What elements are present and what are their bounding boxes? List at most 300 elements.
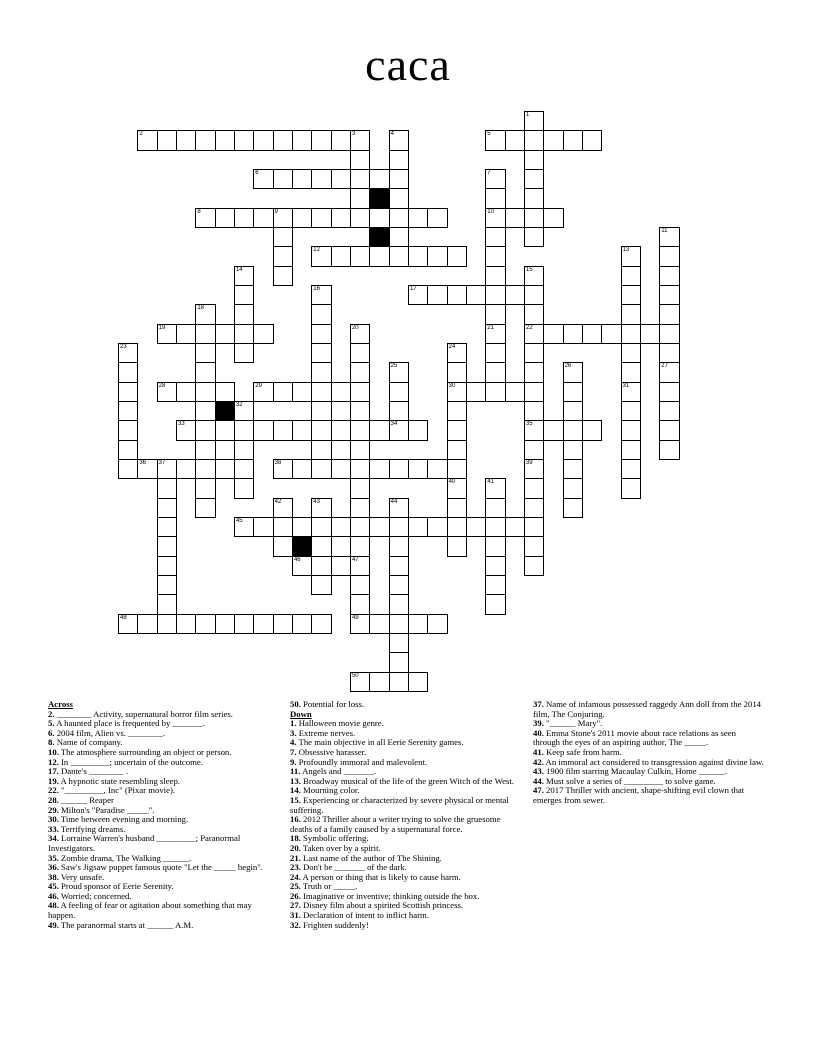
grid-cell[interactable] — [447, 517, 467, 537]
grid-cell[interactable] — [195, 459, 215, 479]
grid-cell[interactable] — [408, 246, 428, 266]
grid-cell[interactable] — [543, 324, 563, 344]
grid-cell[interactable] — [505, 208, 525, 228]
grid-cell[interactable] — [485, 517, 505, 537]
grid-cell[interactable] — [485, 208, 505, 228]
grid-cell[interactable] — [408, 672, 428, 692]
grid-cell[interactable] — [389, 594, 409, 614]
grid-cell[interactable] — [215, 420, 235, 440]
grid-cell[interactable] — [157, 130, 177, 150]
grid-cell[interactable] — [350, 614, 370, 634]
grid-cell[interactable] — [524, 227, 544, 247]
grid-cell[interactable] — [157, 478, 177, 498]
grid-cell[interactable] — [292, 382, 312, 402]
grid-cell[interactable] — [311, 517, 331, 537]
grid-cell[interactable] — [447, 401, 467, 421]
grid-cell[interactable] — [331, 208, 351, 228]
grid-cell[interactable] — [621, 324, 641, 344]
grid-cell[interactable] — [621, 440, 641, 460]
grid-cell[interactable] — [311, 130, 331, 150]
grid-cell[interactable] — [234, 130, 254, 150]
grid-cell[interactable] — [524, 130, 544, 150]
grid-cell[interactable] — [389, 246, 409, 266]
grid-cell[interactable] — [582, 324, 602, 344]
grid-cell[interactable] — [273, 246, 293, 266]
grid-cell[interactable] — [524, 440, 544, 460]
grid-cell[interactable] — [543, 420, 563, 440]
grid-cell[interactable] — [524, 266, 544, 286]
grid-cell[interactable] — [485, 594, 505, 614]
grid-cell[interactable] — [621, 459, 641, 479]
grid-cell[interactable] — [253, 324, 273, 344]
grid-cell[interactable] — [311, 304, 331, 324]
grid-cell[interactable] — [563, 459, 583, 479]
grid-cell[interactable] — [195, 614, 215, 634]
grid-cell[interactable] — [350, 478, 370, 498]
grid-cell[interactable] — [234, 208, 254, 228]
grid-cell[interactable] — [408, 208, 428, 228]
grid-cell[interactable] — [234, 304, 254, 324]
grid-cell[interactable] — [118, 382, 138, 402]
grid-cell[interactable] — [350, 536, 370, 556]
grid-cell[interactable] — [621, 478, 641, 498]
grid-cell[interactable] — [234, 401, 254, 421]
grid-cell[interactable] — [485, 575, 505, 595]
grid-cell[interactable] — [195, 208, 215, 228]
grid-cell[interactable] — [195, 498, 215, 518]
grid-cell[interactable] — [408, 285, 428, 305]
grid-cell[interactable] — [621, 362, 641, 382]
grid-cell[interactable] — [621, 401, 641, 421]
grid-cell[interactable] — [350, 246, 370, 266]
grid-cell[interactable] — [137, 614, 157, 634]
grid-cell[interactable] — [466, 517, 486, 537]
grid-cell[interactable] — [659, 401, 679, 421]
grid-cell[interactable] — [118, 440, 138, 460]
grid-cell[interactable] — [311, 169, 331, 189]
grid-cell[interactable] — [311, 362, 331, 382]
grid-cell[interactable] — [176, 324, 196, 344]
grid-cell[interactable] — [195, 304, 215, 324]
grid-cell[interactable] — [389, 188, 409, 208]
grid-cell[interactable] — [524, 324, 544, 344]
grid-cell[interactable] — [389, 517, 409, 537]
grid-cell[interactable] — [408, 614, 428, 634]
grid-cell[interactable] — [524, 111, 544, 131]
grid-cell[interactable] — [485, 304, 505, 324]
grid-cell[interactable] — [273, 459, 293, 479]
grid-cell[interactable] — [311, 556, 331, 576]
grid-cell[interactable] — [350, 362, 370, 382]
grid-cell[interactable] — [292, 459, 312, 479]
grid-cell[interactable] — [659, 343, 679, 363]
grid-cell[interactable] — [331, 556, 351, 576]
grid-cell[interactable] — [389, 382, 409, 402]
grid-cell[interactable] — [485, 536, 505, 556]
grid-cell[interactable] — [195, 343, 215, 363]
grid-cell[interactable] — [350, 672, 370, 692]
grid-cell[interactable] — [176, 130, 196, 150]
grid-cell[interactable] — [273, 420, 293, 440]
grid-cell[interactable] — [524, 343, 544, 363]
grid-cell[interactable] — [389, 362, 409, 382]
grid-cell[interactable] — [195, 362, 215, 382]
grid-cell[interactable] — [621, 285, 641, 305]
grid-cell[interactable] — [195, 420, 215, 440]
grid-cell[interactable] — [195, 130, 215, 150]
grid-cell[interactable] — [485, 498, 505, 518]
grid-cell[interactable] — [563, 362, 583, 382]
grid-cell[interactable] — [253, 614, 273, 634]
grid-cell[interactable] — [485, 246, 505, 266]
grid-cell[interactable] — [524, 382, 544, 402]
grid-cell[interactable] — [505, 382, 525, 402]
grid-cell[interactable] — [485, 227, 505, 247]
grid-cell[interactable] — [621, 246, 641, 266]
grid-cell[interactable] — [659, 227, 679, 247]
grid-cell[interactable] — [350, 188, 370, 208]
grid-cell[interactable] — [524, 420, 544, 440]
grid-cell[interactable] — [659, 304, 679, 324]
grid-cell[interactable] — [601, 324, 621, 344]
grid-cell[interactable] — [195, 401, 215, 421]
grid-cell[interactable] — [311, 614, 331, 634]
grid-cell[interactable] — [389, 498, 409, 518]
grid-cell[interactable] — [389, 227, 409, 247]
grid-cell[interactable] — [195, 382, 215, 402]
grid-cell[interactable] — [331, 130, 351, 150]
grid-cell[interactable] — [273, 536, 293, 556]
grid-cell[interactable] — [524, 362, 544, 382]
grid-cell[interactable] — [311, 343, 331, 363]
grid-cell[interactable] — [292, 208, 312, 228]
grid-cell[interactable] — [157, 517, 177, 537]
grid-cell[interactable] — [292, 420, 312, 440]
grid-cell[interactable] — [524, 498, 544, 518]
grid-cell[interactable] — [157, 498, 177, 518]
grid-cell[interactable] — [485, 382, 505, 402]
grid-cell[interactable] — [118, 614, 138, 634]
grid-cell[interactable] — [253, 517, 273, 537]
grid-cell[interactable] — [427, 614, 447, 634]
grid-cell[interactable] — [311, 420, 331, 440]
grid-cell[interactable] — [292, 556, 312, 576]
grid-cell[interactable] — [350, 169, 370, 189]
grid-cell[interactable] — [273, 266, 293, 286]
grid-cell[interactable] — [427, 208, 447, 228]
down-clue — [290, 815, 516, 834]
grid-cell[interactable] — [524, 285, 544, 305]
grid-cell[interactable] — [427, 517, 447, 537]
grid-cell[interactable] — [215, 382, 235, 402]
grid-cell[interactable] — [331, 246, 351, 266]
grid-cell[interactable] — [621, 304, 641, 324]
grid-cell[interactable] — [311, 285, 331, 305]
grid-cell[interactable] — [485, 169, 505, 189]
grid-cell[interactable] — [389, 208, 409, 228]
grid-cell[interactable] — [563, 324, 583, 344]
grid-cell[interactable] — [157, 594, 177, 614]
grid-cell[interactable] — [234, 266, 254, 286]
grid-cell[interactable] — [273, 382, 293, 402]
grid-cell[interactable] — [331, 459, 351, 479]
grid-cell[interactable] — [524, 401, 544, 421]
grid-cell[interactable] — [350, 324, 370, 344]
grid-cell[interactable] — [447, 478, 467, 498]
grid-cell[interactable] — [389, 614, 409, 634]
grid-cell[interactable] — [447, 362, 467, 382]
grid-cell[interactable] — [273, 130, 293, 150]
grid-cell[interactable] — [350, 440, 370, 460]
grid-cell[interactable] — [273, 208, 293, 228]
grid-cell[interactable] — [563, 130, 583, 150]
grid-cell[interactable] — [311, 324, 331, 344]
grid-cell[interactable] — [195, 324, 215, 344]
grid-cell[interactable] — [447, 498, 467, 518]
grid-cell[interactable] — [118, 420, 138, 440]
grid-cell[interactable] — [659, 440, 679, 460]
grid-cell[interactable] — [369, 208, 389, 228]
grid-cell[interactable] — [427, 459, 447, 479]
grid-cell[interactable] — [311, 401, 331, 421]
grid-cell[interactable] — [447, 459, 467, 479]
grid-cell[interactable] — [234, 440, 254, 460]
grid-cell[interactable] — [157, 459, 177, 479]
grid-cell[interactable] — [234, 420, 254, 440]
grid-cell[interactable] — [524, 304, 544, 324]
grid-cell[interactable] — [118, 401, 138, 421]
grid-cell[interactable] — [369, 420, 389, 440]
grid-cell[interactable] — [137, 130, 157, 150]
grid-cell[interactable] — [350, 556, 370, 576]
grid-cell[interactable] — [215, 459, 235, 479]
grid-cell[interactable] — [215, 130, 235, 150]
grid-cell[interactable] — [389, 401, 409, 421]
grid-cell[interactable] — [659, 420, 679, 440]
grid-cell[interactable] — [563, 420, 583, 440]
grid-cell[interactable] — [253, 130, 273, 150]
grid-cell[interactable] — [234, 285, 254, 305]
grid-cell[interactable] — [447, 285, 467, 305]
grid-cell[interactable] — [524, 208, 544, 228]
grid-cell[interactable] — [311, 575, 331, 595]
grid-cell[interactable] — [369, 459, 389, 479]
clue-text: Mourning color. — [300, 785, 360, 796]
grid-cell[interactable] — [447, 440, 467, 460]
grid-cell[interactable] — [234, 459, 254, 479]
grid-cell[interactable] — [659, 382, 679, 402]
grid-cell[interactable] — [311, 246, 331, 266]
grid-cell[interactable] — [389, 169, 409, 189]
grid-cell[interactable] — [447, 343, 467, 363]
grid-cell[interactable] — [292, 169, 312, 189]
grid-cell[interactable] — [369, 672, 389, 692]
grid-cell[interactable] — [524, 459, 544, 479]
grid-cell[interactable] — [176, 382, 196, 402]
grid-cell[interactable] — [582, 130, 602, 150]
grid-cell[interactable] — [563, 401, 583, 421]
grid-cell[interactable] — [234, 343, 254, 363]
grid-cell[interactable] — [215, 208, 235, 228]
grid-cell[interactable] — [389, 633, 409, 653]
grid-cell[interactable] — [350, 401, 370, 421]
grid-cell[interactable] — [273, 227, 293, 247]
grid-cell[interactable] — [331, 169, 351, 189]
grid-cell[interactable] — [157, 536, 177, 556]
grid-cell[interactable] — [157, 324, 177, 344]
grid-cell[interactable] — [253, 420, 273, 440]
grid-cell[interactable] — [621, 266, 641, 286]
grid-cell[interactable] — [389, 536, 409, 556]
grid-cell[interactable] — [563, 440, 583, 460]
grid-cell[interactable] — [311, 536, 331, 556]
grid-cell[interactable] — [659, 285, 679, 305]
grid-cell[interactable] — [621, 420, 641, 440]
grid-cell[interactable] — [350, 150, 370, 170]
grid-cell[interactable] — [369, 246, 389, 266]
grid-cell[interactable] — [369, 614, 389, 634]
grid-cell[interactable] — [350, 459, 370, 479]
grid-cell[interactable] — [311, 208, 331, 228]
grid-cell[interactable] — [485, 285, 505, 305]
grid-cell[interactable] — [524, 169, 544, 189]
grid-cell[interactable] — [350, 517, 370, 537]
grid-cell[interactable] — [195, 478, 215, 498]
grid-cell[interactable] — [253, 208, 273, 228]
grid-cell[interactable] — [292, 517, 312, 537]
grid-cell[interactable] — [524, 188, 544, 208]
grid-cell[interactable] — [350, 208, 370, 228]
grid-cell[interactable] — [389, 575, 409, 595]
grid-cell[interactable] — [389, 459, 409, 479]
grid-cell[interactable] — [447, 420, 467, 440]
grid-cell[interactable] — [621, 343, 641, 363]
grid-cell[interactable] — [485, 324, 505, 344]
grid-cell[interactable] — [157, 575, 177, 595]
grid-cell[interactable] — [389, 420, 409, 440]
grid-cell[interactable] — [234, 478, 254, 498]
grid-cell[interactable] — [389, 672, 409, 692]
grid-cell[interactable] — [157, 614, 177, 634]
grid-cell[interactable] — [350, 343, 370, 363]
grid-cell[interactable] — [176, 459, 196, 479]
grid-cell[interactable] — [215, 614, 235, 634]
grid-cell[interactable] — [505, 130, 525, 150]
grid-cell[interactable] — [389, 130, 409, 150]
grid-cell[interactable] — [563, 382, 583, 402]
grid-cell[interactable] — [524, 536, 544, 556]
grid-cell[interactable] — [157, 382, 177, 402]
grid-cell[interactable] — [350, 382, 370, 402]
grid-cell[interactable] — [331, 517, 351, 537]
grid-cell[interactable] — [524, 556, 544, 576]
grid-cell[interactable] — [408, 420, 428, 440]
grid-cell[interactable] — [234, 517, 254, 537]
grid-cell[interactable] — [563, 478, 583, 498]
grid-cell[interactable] — [273, 498, 293, 518]
grid-cell[interactable] — [369, 517, 389, 537]
grid-cell[interactable] — [389, 652, 409, 672]
grid-cell[interactable] — [215, 324, 235, 344]
grid-cell[interactable] — [311, 440, 331, 460]
grid-cell[interactable] — [350, 130, 370, 150]
grid-cell[interactable] — [524, 478, 544, 498]
grid-cell[interactable] — [485, 362, 505, 382]
grid-cell[interactable] — [427, 285, 447, 305]
grid-cell[interactable] — [369, 169, 389, 189]
grid-cell[interactable] — [234, 324, 254, 344]
grid-cell[interactable] — [273, 169, 293, 189]
grid-cell[interactable] — [350, 498, 370, 518]
grid-cell[interactable] — [292, 614, 312, 634]
grid-cell[interactable] — [350, 575, 370, 595]
grid-cell[interactable] — [118, 459, 138, 479]
grid-cell[interactable] — [485, 266, 505, 286]
grid-cell[interactable] — [447, 536, 467, 556]
grid-cell[interactable] — [176, 614, 196, 634]
grid-cell[interactable] — [331, 420, 351, 440]
grid-cell[interactable] — [331, 382, 351, 402]
grid-cell[interactable] — [659, 246, 679, 266]
grid-cell[interactable] — [292, 130, 312, 150]
grid-cell[interactable] — [640, 324, 660, 344]
grid-cell[interactable] — [137, 459, 157, 479]
grid-cell[interactable] — [621, 382, 641, 402]
grid-cell[interactable] — [253, 169, 273, 189]
grid-cell[interactable] — [118, 362, 138, 382]
grid-cell[interactable] — [485, 343, 505, 363]
grid-cell[interactable] — [582, 420, 602, 440]
grid-cell[interactable] — [195, 440, 215, 460]
grid-cell[interactable] — [234, 614, 254, 634]
grid-cell[interactable] — [524, 150, 544, 170]
grid-cell[interactable] — [350, 420, 370, 440]
grid-cell[interactable] — [427, 246, 447, 266]
grid-cell[interactable] — [273, 614, 293, 634]
grid-cell[interactable] — [524, 517, 544, 537]
grid-cell[interactable] — [311, 459, 331, 479]
grid-cell[interactable] — [659, 266, 679, 286]
grid-cell[interactable] — [350, 594, 370, 614]
grid-cell[interactable] — [176, 420, 196, 440]
grid-cell[interactable] — [466, 382, 486, 402]
grid-cell[interactable] — [563, 498, 583, 518]
grid-cell[interactable] — [543, 130, 563, 150]
grid-cell[interactable] — [485, 478, 505, 498]
grid-cell[interactable] — [253, 382, 273, 402]
grid-cell[interactable] — [659, 362, 679, 382]
grid-cell[interactable] — [311, 382, 331, 402]
grid-cell[interactable] — [659, 324, 679, 344]
grid-cell[interactable] — [157, 556, 177, 576]
grid-cell[interactable] — [485, 130, 505, 150]
grid-cell[interactable] — [311, 498, 331, 518]
grid-cell[interactable] — [273, 517, 293, 537]
grid-cell[interactable] — [485, 556, 505, 576]
grid-cell[interactable] — [505, 285, 525, 305]
grid-cell[interactable] — [389, 150, 409, 170]
grid-cell[interactable] — [543, 208, 563, 228]
grid-cell[interactable] — [447, 382, 467, 402]
grid-cell[interactable] — [408, 459, 428, 479]
grid-cell[interactable] — [485, 188, 505, 208]
grid-cell[interactable] — [466, 285, 486, 305]
grid-cell[interactable] — [389, 556, 409, 576]
grid-cell[interactable] — [118, 343, 138, 363]
grid-cell[interactable] — [408, 517, 428, 537]
grid-cell[interactable] — [447, 246, 467, 266]
grid-cell[interactable] — [505, 517, 525, 537]
